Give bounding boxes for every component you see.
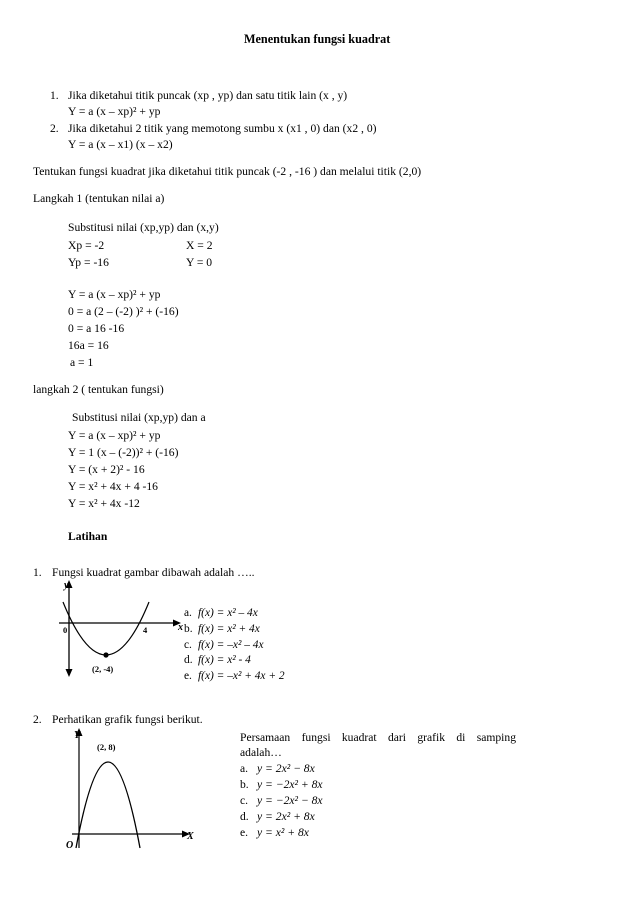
rule-1-formula: Y = a (x – xp)² + yp bbox=[68, 105, 161, 118]
q2-prompt-word: Persamaan bbox=[240, 731, 291, 744]
rule-1-text: Jika diketahui titik puncak (xp , yp) dan satu titik lain (x , y) bbox=[68, 89, 348, 102]
q2-option-letter: d. bbox=[240, 810, 249, 823]
q2-option-text[interactable]: y = −2x² − 8x bbox=[257, 794, 323, 807]
q2-prompt-word: samping bbox=[476, 731, 516, 744]
q1-y-arrow-down bbox=[66, 669, 73, 677]
q2-option-text[interactable]: y = −2x² + 8x bbox=[257, 778, 323, 791]
q1-x-label: x bbox=[178, 622, 183, 633]
step1-yp: Yp = -16 bbox=[68, 256, 109, 269]
q2-option-text[interactable]: y = 2x² − 8x bbox=[257, 762, 315, 775]
q2-parabola bbox=[76, 762, 140, 848]
step1-line: Y = a (x – xp)² + yp bbox=[68, 288, 161, 301]
q2-option-text[interactable]: y = 2x² + 8x bbox=[257, 810, 315, 823]
q1-vertex-label: (2, -4) bbox=[92, 664, 114, 674]
problem-statement: Tentukan fungsi kuadrat jika diketahui titik puncak (-2 , -16 ) dan melalui titik (2,0) bbox=[33, 165, 422, 178]
step1-x: X = 2 bbox=[186, 239, 213, 252]
q1-option-text[interactable]: f(x) = x² - 4 bbox=[198, 654, 251, 666]
q2-prompt-line2: adalah… bbox=[240, 746, 282, 759]
step2-heading: langkah 2 ( tentukan fungsi) bbox=[33, 383, 164, 396]
rule-2-number: 2. bbox=[50, 122, 59, 135]
q1-option-letter: a. bbox=[184, 607, 192, 619]
q1-origin-label: 0 bbox=[63, 625, 68, 635]
q2-option-letter: a. bbox=[240, 762, 249, 775]
step2-line: Y = x² + 4x + 4 -16 bbox=[68, 480, 158, 493]
q1-option-letter: c. bbox=[184, 639, 192, 651]
step1-heading: Langkah 1 (tentukan nilai a) bbox=[33, 192, 165, 205]
step2-line: Y = a (x – xp)² + yp bbox=[68, 429, 161, 442]
q1-option-text[interactable]: f(x) = x² + 4x bbox=[198, 623, 260, 635]
q2-text: Perhatikan grafik fungsi berikut. bbox=[52, 713, 203, 726]
page-title: Menentukan fungsi kuadrat bbox=[244, 32, 391, 46]
q1-y-label: y bbox=[64, 580, 69, 591]
step1-line: a = 1 bbox=[70, 356, 94, 369]
q2-prompt-word: dari bbox=[387, 731, 406, 744]
step2-line: Y = 1 (x – (-2))² + (-16) bbox=[68, 446, 179, 459]
q2-option-text[interactable]: y = x² + 8x bbox=[257, 826, 309, 839]
q1-parabola bbox=[63, 602, 149, 655]
q1-option-text[interactable]: f(x) = –x² + 4x + 2 bbox=[198, 670, 285, 682]
q1-x-tick-label: 4 bbox=[143, 625, 148, 635]
rule-2-text: Jika diketahui 2 titik yang memotong sumbu x (x1 , 0) dan (x2 , 0) bbox=[68, 122, 377, 135]
step1-line: 16a = 16 bbox=[68, 339, 109, 352]
latihan-heading: Latihan bbox=[68, 530, 108, 543]
q2-y-label: Y bbox=[74, 730, 81, 741]
step1-xp: Xp = -2 bbox=[68, 239, 105, 252]
rule-1-number: 1. bbox=[50, 89, 59, 102]
step1-y: Y = 0 bbox=[186, 256, 213, 269]
q2-number: 2. bbox=[33, 713, 42, 726]
q2-prompt-line1 bbox=[240, 732, 516, 744]
q1-option-letter: b. bbox=[184, 623, 193, 635]
q2-vertex-label: (2, 8) bbox=[97, 742, 116, 752]
q1-text: Fungsi kuadrat gambar dibawah adalah ….. bbox=[52, 566, 255, 579]
q1-vertex-point bbox=[103, 652, 108, 657]
q2-prompt-word: di bbox=[456, 731, 466, 744]
step2-line: Y = x² + 4x -12 bbox=[68, 497, 140, 510]
q1-number: 1. bbox=[33, 566, 42, 579]
q1-graph bbox=[55, 578, 185, 680]
step1-line: 0 = a (2 – (-2) )² + (-16) bbox=[68, 305, 179, 318]
q2-graph bbox=[60, 724, 200, 852]
q2-option-letter: b. bbox=[240, 778, 249, 791]
q2-prompt-word: grafik bbox=[417, 731, 446, 744]
step2-intro: Substitusi nilai (xp,yp) dan a bbox=[72, 411, 206, 424]
q1-option-letter: e. bbox=[184, 670, 192, 682]
q2-prompt-word: kuadrat bbox=[341, 731, 377, 744]
q2-x-label: X bbox=[187, 831, 194, 842]
q1-option-text[interactable]: f(x) = x² – 4x bbox=[198, 607, 258, 619]
q1-option-text[interactable]: f(x) = –x² – 4x bbox=[198, 639, 264, 651]
q2-prompt-word: fungsi bbox=[301, 731, 331, 744]
step1-line: 0 = a 16 -16 bbox=[68, 322, 125, 335]
rule-2-formula: Y = a (x – x1) (x – x2) bbox=[68, 138, 173, 151]
q2-origin-label: O bbox=[66, 840, 74, 851]
q2-option-letter: c. bbox=[240, 794, 249, 807]
q2-option-letter: e. bbox=[240, 826, 249, 839]
step2-line: Y = (x + 2)² - 16 bbox=[68, 463, 145, 476]
q1-option-letter: d. bbox=[184, 654, 193, 666]
step1-intro: Substitusi nilai (xp,yp) dan (x,y) bbox=[68, 221, 219, 234]
